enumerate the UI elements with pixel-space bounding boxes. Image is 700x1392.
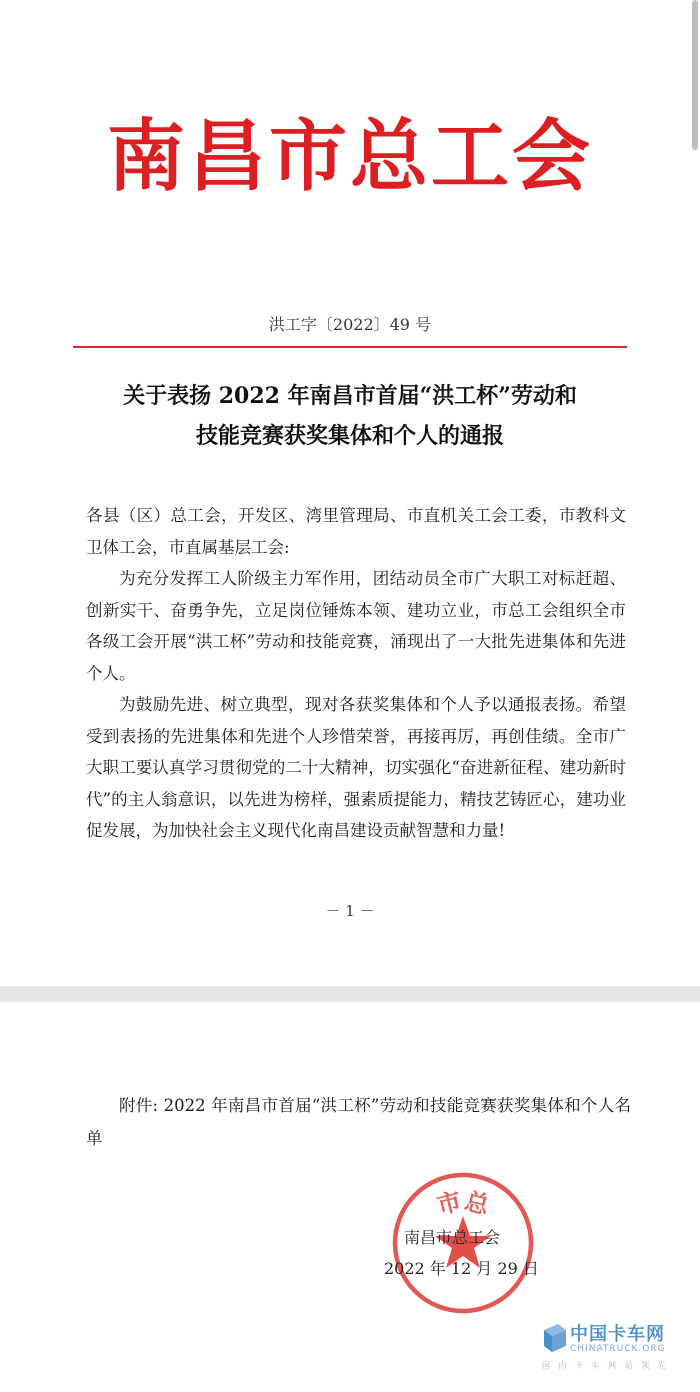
body-paragraph-1: 为充分发挥工人阶级主力军作用，团结动员全市广大职工对标赶超、创新实干、奋勇争先，立足岗位锤炼本领、建功立业，市总工会组织全市各级工会开展“洪工杯”劳动和技能竞赛，涌现出了一大批先进集体和先进个人。	[86, 569, 626, 683]
attachment-note: 附件: 2022 年南昌市首届“洪工杯”劳动和技能竞赛获奖集体和个人名单	[86, 1096, 631, 1148]
scrollbar-thumb[interactable]	[692, 0, 698, 150]
letterhead-divider	[73, 346, 627, 348]
page-number: － 1 －	[325, 902, 375, 920]
document-number: 洪工字〔2022〕49 号	[268, 315, 432, 334]
watermark-brand: 中国卡车网	[570, 1324, 665, 1345]
body-paragraph-2: 为鼓励先进、树立典型，现对各获奖集体和个人予以通报表扬。希望受到表扬的先进集体和先进个人珍惜荣誉，再接再厉，再创佳绩。全市广大职工要认真学习贯彻党的二十大精神，切实强化“奋进新征程、建功新时代”的主人翁意识，以先进为榜样，强素质提能力，精技艺铸匠心，建功业促发展，为加快社会主义现代化南昌建设贡献智慧和力量!	[86, 695, 626, 840]
site-watermark	[540, 1318, 690, 1380]
letterhead-org-name: 南昌市总工会	[106, 112, 593, 202]
seal-arc-text: 市总	[434, 1186, 492, 1221]
document-title	[60, 376, 640, 456]
addressees: 各县（区）总工会，开发区、湾里管理局、市直机关工会工委，市教科文卫体工会，市直属基层工会:	[86, 506, 626, 557]
watermark-tagline: 国 内 卡 车 网 站 领 先	[542, 1361, 669, 1370]
signature-organization: 南昌市总工会	[404, 1228, 501, 1247]
signature-date: 2022 年 12 月 29 日	[384, 1259, 539, 1278]
document-body	[86, 500, 626, 847]
title-line-1: 关于表扬 2022 年南昌市首届“洪工杯”劳动和	[123, 383, 577, 409]
title-line-2: 技能竞赛获奖集体和个人的通报	[195, 423, 504, 449]
truck-logo-icon	[540, 1322, 568, 1358]
watermark-domain: CHINATRUCK.ORG	[570, 1344, 666, 1354]
